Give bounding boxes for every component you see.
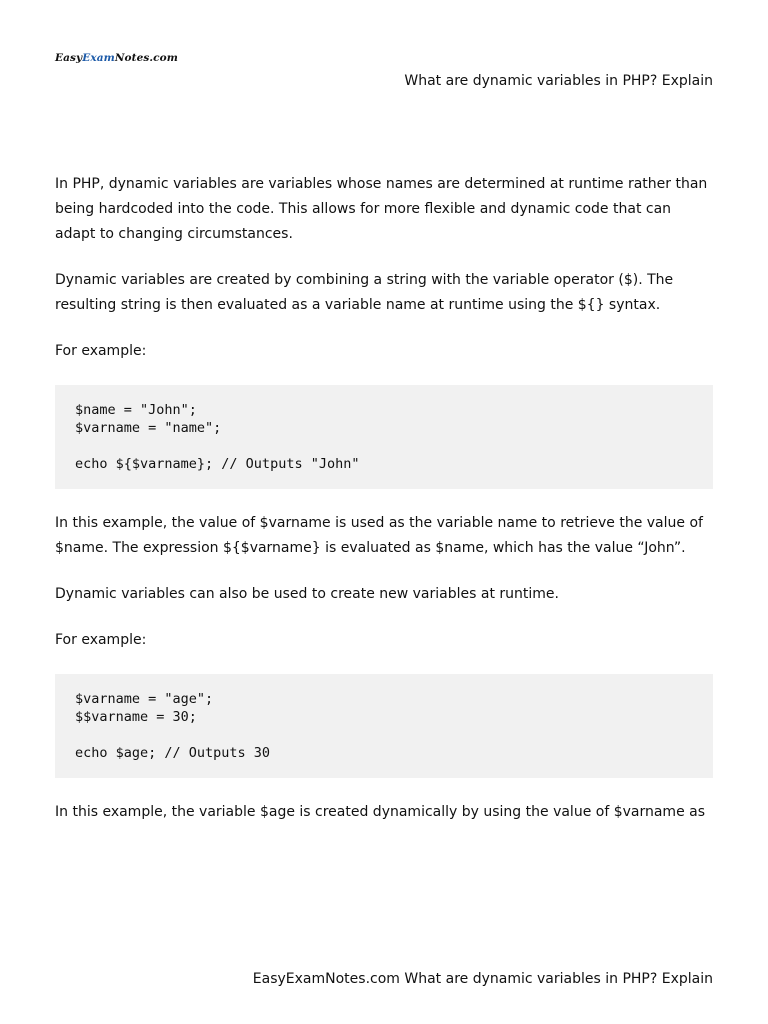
paragraph-example-label-2: For example: bbox=[55, 632, 147, 648]
paragraph-creation: Dynamic variables are created by combining a string with the variable operator ($). The resulting string is then evaluated as a variable name at runtime using the ${} syntax. bbox=[55, 272, 674, 313]
logo-text-notes: Notes.com bbox=[114, 52, 178, 64]
paragraph-new-variables: Dynamic variables can also be used to create new variables at runtime. bbox=[55, 586, 559, 602]
page-header-title: What are dynamic variables in PHP? Explain bbox=[404, 73, 713, 89]
code-line: echo $age; // Outputs 30 bbox=[75, 745, 271, 761]
page-footer: EasyExamNotes.com What are dynamic variables in PHP? Explain bbox=[252, 971, 713, 987]
paragraph-explanation-2: In this example, the variable $age is created dynamically by using the value of $varname as bbox=[55, 804, 706, 820]
code-block-1 bbox=[55, 385, 713, 489]
code-block-2 bbox=[55, 674, 713, 778]
code-line: $name = "John"; bbox=[75, 402, 197, 418]
paragraph-intro: In PHP, dynamic variables are variables whose names are determined at runtime rather than being hardcoded into the code. This allows for more flexible and dynamic code that can adapt to changing circumstances. bbox=[55, 176, 708, 242]
code-line bbox=[75, 726, 693, 744]
code-line: $varname = "age"; bbox=[75, 691, 214, 707]
paragraph-example-label: For example: bbox=[55, 343, 147, 359]
code-line: echo ${$varname}; // Outputs "John" bbox=[75, 456, 360, 472]
site-logo bbox=[55, 52, 178, 64]
code-line: $$varname = 30; bbox=[75, 709, 197, 725]
logo-text-easy: Easy bbox=[55, 52, 83, 64]
code-line: $varname = "name"; bbox=[75, 420, 222, 436]
code-line bbox=[75, 437, 693, 455]
logo-text-exam: Exam bbox=[82, 52, 115, 64]
article-body bbox=[55, 172, 713, 846]
paragraph-explanation: In this example, the value of $varname is used as the variable name to retrieve the value of $name. The expression ${$varname} is evaluated as $name, which has the value “John”. bbox=[55, 515, 703, 556]
